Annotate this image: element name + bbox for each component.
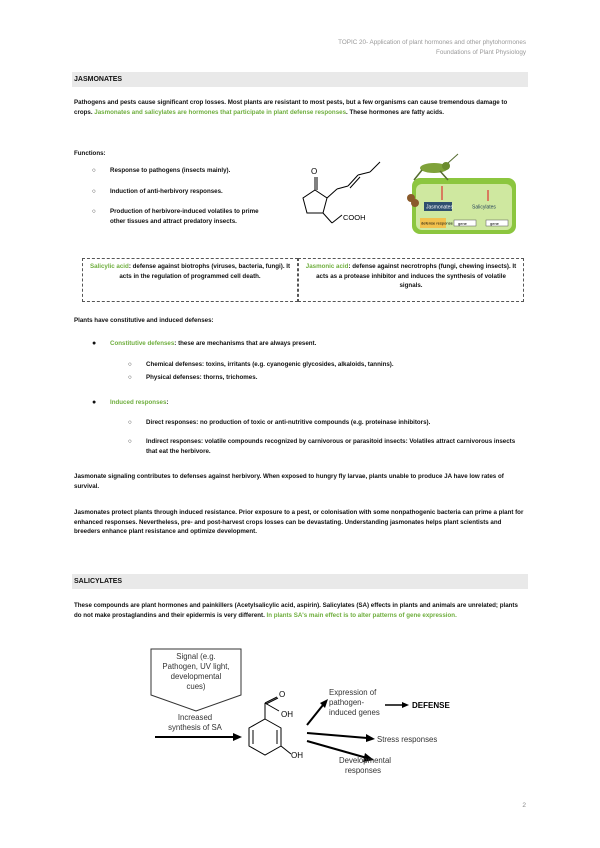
bullet-circle: ○ (128, 374, 132, 381)
signal-line: Pathogen, UV light, (162, 662, 230, 671)
arrow-expression (307, 705, 323, 725)
jasmonate-signaling-paragraph: Jasmonate signaling contributes to defenses against herbivory. When exposed to hungry fly larvae, plants unable to produce JA have low rates of survival. (74, 473, 504, 490)
jasmonates-figure-label: Jasmonates (426, 204, 453, 211)
expression-line: induced genes (329, 708, 380, 717)
jasmonic-acid-box (298, 258, 524, 302)
jasmonic-acid-structure (290, 158, 400, 233)
signal-line: cues) (186, 682, 206, 691)
salicylic-acid-ring (249, 697, 291, 755)
page-number: 2 (522, 802, 526, 809)
jasmonic-acid-text: : defense against necrotrophs (fungi, chewing insects). It acts as a protease inhibitor and induces the synthesis of volatile signals. (316, 263, 517, 290)
expression-line: pathogen- (329, 698, 365, 707)
arrow-stress (307, 733, 367, 738)
bullet-circle: ○ (92, 167, 96, 174)
intro-text-a: Pathogens and pests cause significant crop losses. Most plants are resistant to most pests, but a few organisms can cause tremendous damage to crops. (74, 99, 508, 116)
bullet-dot: ● (92, 399, 97, 406)
salicylic-acid-box (82, 258, 298, 302)
grasshopper-icon (414, 154, 458, 180)
header-topic: TOPIC 20- Application of plant hormones and other phytohormones (338, 39, 526, 46)
plant-defense-figure (402, 150, 522, 238)
bullet-circle: ○ (92, 208, 96, 215)
constitutive-term: Constitutive defenses (110, 340, 175, 347)
increased-synthesis-line: synthesis of SA (168, 723, 222, 732)
intro-text-c: . These hormones are fatty acids. (346, 108, 445, 116)
salicylic-acid-pathway-diagram (145, 645, 465, 780)
arrowhead-synthesis (233, 733, 242, 741)
induced-item (110, 398, 510, 408)
section-heading-salicylates: SALICYLATES (72, 574, 528, 589)
salicylates-paragraph (74, 601, 526, 620)
jasmonate-protection-paragraph: Jasmonates protect plants through induced resistance. Prior exposure to a pest, or colonisation with some nonpathogenic bacteria can prime a plant for enhanced responses. Nevertheless, pre- and post-harvest crops losses can be devastating. Understanding jasmonates helps plant scientists and breeders enhance plant resistance and optimize development. (74, 509, 524, 536)
jasmonates-intro (74, 98, 526, 117)
expression-line: Expression of (329, 688, 377, 697)
developmental-line: Developmental (339, 756, 392, 765)
functions-label: Functions: (74, 150, 106, 157)
developmental-line: responses (345, 766, 381, 775)
salicylates-figure-label: Salicylates (472, 204, 496, 211)
salicylic-acid-term: Salicylic acid (89, 263, 129, 270)
sa-oh-bottom: OH (291, 751, 303, 760)
arrowhead-defense (402, 702, 409, 708)
constitutive-sub-item: Chemical defenses: toxins, irritants (e.g. cyanogenic glycosides, alkaloids, tannins). (146, 361, 394, 368)
sa-oh-top: OH (281, 710, 293, 719)
bullet-circle: ○ (128, 419, 132, 426)
jasmonic-acid-term: Jasmonic acid (305, 263, 349, 270)
salicylic-acid-text: : defense against biotrophs (viruses, bacteria, fungi). It acts in the regulation of programmed cell death. (119, 263, 291, 280)
arrowhead-stress (366, 734, 375, 742)
sa-oxygen-label: O (279, 690, 286, 699)
molecule-oxygen-label: O (311, 167, 318, 176)
increased-synthesis-line: Increased (177, 713, 213, 722)
induced-term: Induced responses (110, 399, 167, 406)
bullet-dot: ● (92, 340, 97, 347)
constitutive-item (110, 339, 510, 349)
gene-sa-text: gene (490, 221, 499, 226)
function-item: Induction of anti-herbivory responses. (110, 188, 223, 195)
intro-highlight: Jasmonates and salicylates are hormones that participate in plant defense responses (94, 108, 347, 116)
defense-label: DEFENSE (412, 701, 450, 710)
header-course: Foundations of Plant Physiology (436, 49, 526, 57)
signal-line: developmental (170, 672, 222, 681)
signal-line: Signal (e.g. (176, 652, 216, 661)
salicylates-text-a: These compounds are plant hormones and painkillers (Acetylsalicylic acid, aspirin). Salicylates (SA) effects in plants and animals are unrelated; plants do not make prostaglandins and their epidermis is very different. (74, 602, 518, 619)
salicylates-highlight: In plants SA's main effect is to alter patterns of gene expression. (266, 611, 457, 619)
bullet-circle: ○ (128, 438, 132, 445)
stress-responses-label: Stress responses (377, 735, 438, 744)
induced-sub-item: Direct responses: no production of toxic or anti-nutritive compounds (e.g. proteinase inhibitors). (146, 419, 431, 426)
constitutive-text: : these are mechanisms that are always present. (174, 340, 317, 347)
function-item: Response to pathogens (insects mainly). (110, 167, 231, 174)
constitutive-sub-item: Physical defenses: thorns, trichomes. (146, 374, 258, 381)
running-header (338, 38, 526, 59)
defense-response-text: defense response (421, 220, 453, 226)
bullet-circle: ○ (92, 188, 96, 195)
gene-ja-text: gene (458, 221, 467, 226)
molecule-cooh-label: COOH (343, 213, 366, 222)
bullet-circle: ○ (128, 361, 132, 368)
function-item: Production of herbivore-induced volatiles to prime other tissues and attract predatory insects. (110, 208, 259, 225)
section-heading-jasmonates: JASMONATES (72, 72, 528, 87)
induced-text: : (166, 399, 169, 406)
induced-sub-item: Indirect responses: volatile compounds recognized by carnivorous or parasitoid insects: Volatiles attract carnivorous insects that eat the herbivore. (146, 438, 516, 455)
defenses-intro: Plants have constitutive and induced defenses: (74, 317, 214, 324)
